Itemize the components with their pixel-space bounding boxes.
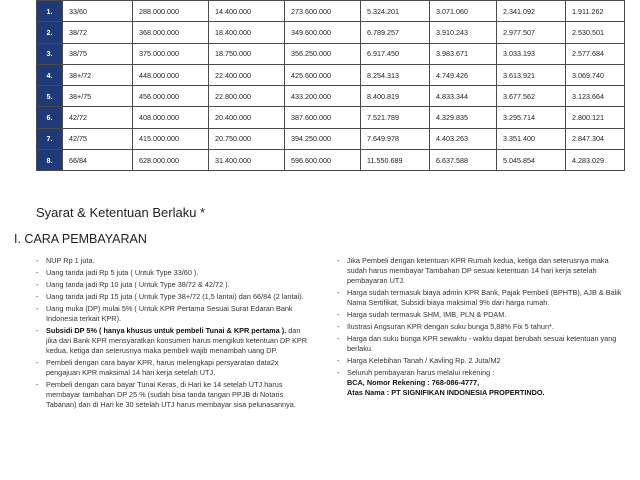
bullet-dash: - [337, 321, 340, 331]
term-subsidy-rest: dan jika dari Bank KPR mensyaratkan konsumen harus mengikuti ketentuan DP KPR kedua, ketiga dan seterusnya maka pembeli wajib menambah uang DP. [46, 325, 308, 355]
cell-loan-amount: 596.600.000 [285, 150, 361, 171]
list-item [36, 380, 311, 410]
list-item [36, 280, 311, 290]
cell-down-payment: 20.750.000 [209, 128, 285, 149]
cell-installment-col-7: 3.351.400 [497, 128, 566, 149]
cell-installment-col-7: 2.341.092 [497, 1, 566, 22]
cell-installment-col-6: 3.910.243 [430, 22, 497, 43]
cell-installment-col-7: 3.033.193 [497, 43, 566, 64]
cell-house-type: 33/60 [63, 1, 133, 22]
bullet-dash: - [36, 357, 39, 367]
list-item [36, 256, 311, 266]
term-bank-account: Seluruh pembayaran harus melalui rekening : [347, 367, 495, 377]
cell-installment-col-8: 4.283.029 [566, 150, 625, 171]
cell-loan-amount: 273.600.000 [285, 1, 361, 22]
cell-installment-col-8: 3.123.664 [566, 86, 625, 107]
cell-price: 288.000.000 [133, 1, 209, 22]
cell-price: 375.000.000 [133, 43, 209, 64]
section-title-payment: I. CARA PEMBAYARAN [14, 232, 147, 246]
list-item [337, 256, 627, 286]
bullet-dash: - [337, 256, 340, 265]
cell-installment-col-6: 4.749.426 [430, 64, 497, 85]
cell-row-number: 2. [37, 22, 63, 43]
cell-loan-amount: 349.600.000 [285, 22, 361, 43]
table-row [37, 64, 625, 85]
bullet-dash: - [36, 267, 39, 277]
cell-row-number: 8. [37, 150, 63, 171]
cell-price: 408.000.000 [133, 107, 209, 128]
cell-installment-col-6: 4.403.263 [430, 128, 497, 149]
list-item [36, 292, 311, 302]
cell-installment-col-5: 6.917.450 [361, 43, 430, 64]
cell-installment-col-8: 2.800.121 [566, 107, 625, 128]
table-row [37, 150, 625, 171]
term-nup: NUP Rp 1 juta. [46, 256, 95, 265]
term-installment: Ilustrasi Angsuran KPR dengan suku bunga 5,88% Fix 5 tahun*. [347, 321, 554, 331]
list-item [337, 310, 627, 320]
cell-installment-col-7: 5.045.854 [497, 150, 566, 171]
cell-installment-col-8: 3.069.740 [566, 64, 625, 85]
cell-down-payment: 31.400.000 [209, 150, 285, 171]
cell-installment-col-5: 7.649.978 [361, 128, 430, 149]
cell-price: 368.000.000 [133, 22, 209, 43]
cell-installment-col-5: 6.789.257 [361, 22, 430, 43]
cell-installment-col-5: 11.550.689 [361, 150, 430, 171]
bullet-dash: - [36, 291, 39, 301]
price-table [36, 0, 625, 171]
bank-account-name: Atas Nama : PT SIGNIFIKAN INDONESIA PROPERTINDO. [347, 387, 545, 397]
cell-price: 448.000.000 [133, 64, 209, 85]
cell-installment-col-5: 8.400.819 [361, 86, 430, 107]
cell-down-payment: 18.750.000 [209, 43, 285, 64]
list-item [36, 268, 311, 278]
cell-house-type: 38+/72 [63, 64, 133, 85]
term-utj-10: Uang tanda jadi Rp 10 juta ( Untuk Type 38/72 & 42/72 ). [46, 279, 230, 289]
bullet-dash: - [337, 310, 340, 320]
bullet-dash: - [36, 303, 39, 313]
bullet-dash: - [337, 367, 340, 377]
cell-installment-col-8: 2.577.684 [566, 43, 625, 64]
term-cash: Pembeli dengan cara bayar Tunai Keras, di Hari ke 14 setelah UTJ harus membayar tambahan DP 25 % (sudah bisa tanda tangan PPJB di Notaris Tabanan) dan di Hari ke 30 setelah UTJ harus membayar sisa pelunasannya. [46, 379, 296, 409]
table-row [37, 86, 625, 107]
list-item [337, 334, 627, 354]
bullet-dash: - [337, 355, 340, 365]
cell-loan-amount: 356.250.000 [285, 43, 361, 64]
cell-installment-col-7: 3.613.921 [497, 64, 566, 85]
list-item [337, 356, 627, 366]
table-row [37, 1, 625, 22]
term-excess-land: Harga Kelebihan Tanah / Kavling Rp. 2 Juta/M2 [347, 355, 501, 365]
term-price-includes-shm: Harga sudah termasuk SHM, IMB, PLN & PDAM. [347, 310, 507, 320]
bullet-dash: - [337, 288, 340, 298]
cell-installment-col-8: 1.911.262 [566, 1, 625, 22]
cell-price: 415.000.000 [133, 128, 209, 149]
cell-installment-col-7: 3.677.562 [497, 86, 566, 107]
bullet-dash: - [36, 256, 39, 265]
table-row [37, 22, 625, 43]
cell-row-number: 3. [37, 43, 63, 64]
table-row [37, 107, 625, 128]
cell-installment-col-5: 8.254.313 [361, 64, 430, 85]
cell-house-type: 42/75 [63, 128, 133, 149]
payment-terms-list-right [337, 256, 627, 400]
terms-heading: Syarat & Ketentuan Berlaku * [36, 205, 206, 220]
list-item [36, 304, 311, 324]
list-item [337, 322, 627, 332]
bullet-dash: - [36, 325, 39, 335]
bank-account-number: BCA, Nomor Rekening : 768-086-4777, [347, 377, 480, 387]
cell-installment-col-7: 2.977.507 [497, 22, 566, 43]
cell-down-payment: 18.400.000 [209, 22, 285, 43]
cell-price: 456.000.000 [133, 86, 209, 107]
cell-installment-col-8: 2.847.304 [566, 128, 625, 149]
bullet-dash: - [337, 333, 340, 343]
cell-installment-col-5: 7.521.789 [361, 107, 430, 128]
cell-loan-amount: 394.250.000 [285, 128, 361, 149]
cell-row-number: 6. [37, 107, 63, 128]
payment-terms-list-left [36, 256, 311, 412]
cell-house-type: 38/72 [63, 22, 133, 43]
term-dp: Uang muka (DP) mulai 5% ( Untuk KPR Pertama Sesuai Surat Edaran Bank Indonesia terkait KPR). [46, 303, 293, 323]
list-item [36, 358, 311, 378]
cell-loan-amount: 387.600.000 [285, 107, 361, 128]
term-utj-15: Uang tanda jadi Rp 15 juta ( Untuk Type 38+/72 (1,5 lantai) dan 66/84 (2 lantai). [46, 291, 304, 301]
list-item [36, 326, 311, 356]
cell-installment-col-5: 5.324.201 [361, 1, 430, 22]
cell-installment-col-8: 2.530.501 [566, 22, 625, 43]
term-subsidy-bold: Subsidi DP 5% ( hanya khusus untuk pembeli Tunai & KPR pertama ). [46, 325, 287, 335]
cell-house-type: 38+/75 [63, 86, 133, 107]
cell-house-type: 42/72 [63, 107, 133, 128]
cell-installment-col-6: 6.637.588 [430, 150, 497, 171]
cell-house-type: 38/75 [63, 43, 133, 64]
bullet-dash: - [36, 279, 39, 289]
cell-loan-amount: 433.200.000 [285, 86, 361, 107]
cell-installment-col-6: 4.329.835 [430, 107, 497, 128]
list-item [337, 368, 627, 398]
cell-loan-amount: 425.600.000 [285, 64, 361, 85]
term-kpr-second: Jika Pembeli dengan ketentuan KPR Rumah kedua, ketiga dan seterusnya maka sudah harus membayar Tambahan DP sesuai ketentuan 14 hari kerja setelah pembayaran UTJ. [347, 256, 609, 286]
table-row [37, 128, 625, 149]
cell-house-type: 66/84 [63, 150, 133, 171]
term-rate-change: Harga dan suku bunga KPR sewaktu - waktu dapat berubah sesuai ketentuan yang berlaku. [347, 333, 617, 353]
list-item [337, 288, 627, 308]
term-utj-5: Uang tanda jadi Rp 5 juta ( Untuk Type 33/60 ). [46, 267, 199, 277]
cell-installment-col-7: 3.295.714 [497, 107, 566, 128]
cell-price: 628.000.000 [133, 150, 209, 171]
cell-down-payment: 22.800.000 [209, 86, 285, 107]
cell-row-number: 1. [37, 1, 63, 22]
table-row [37, 43, 625, 64]
cell-row-number: 4. [37, 64, 63, 85]
cell-down-payment: 14.400.000 [209, 1, 285, 22]
cell-row-number: 5. [37, 86, 63, 107]
price-table-body [37, 1, 625, 171]
term-kpr: Pembeli dengan cara bayar KPR, harus melengkapi persyaratan data2x pengajuan KPR maksimal 14 hari kerja setelah UTJ. [46, 357, 279, 377]
cell-installment-col-6: 3.983.671 [430, 43, 497, 64]
cell-down-payment: 20.400.000 [209, 107, 285, 128]
cell-installment-col-6: 3.071.060 [430, 1, 497, 22]
bullet-dash: - [36, 379, 39, 389]
term-price-includes-admin: Harga sudah termasuk biaya admin KPR Bank, Pajak Pembeli (BPHTB), AJB & Balik Nama Sertifikat, Subsidi biaya maksimal 9% dari harga rumah. [347, 288, 622, 308]
cell-row-number: 7. [37, 128, 63, 149]
cell-installment-col-6: 4.833.344 [430, 86, 497, 107]
cell-down-payment: 22.400.000 [209, 64, 285, 85]
